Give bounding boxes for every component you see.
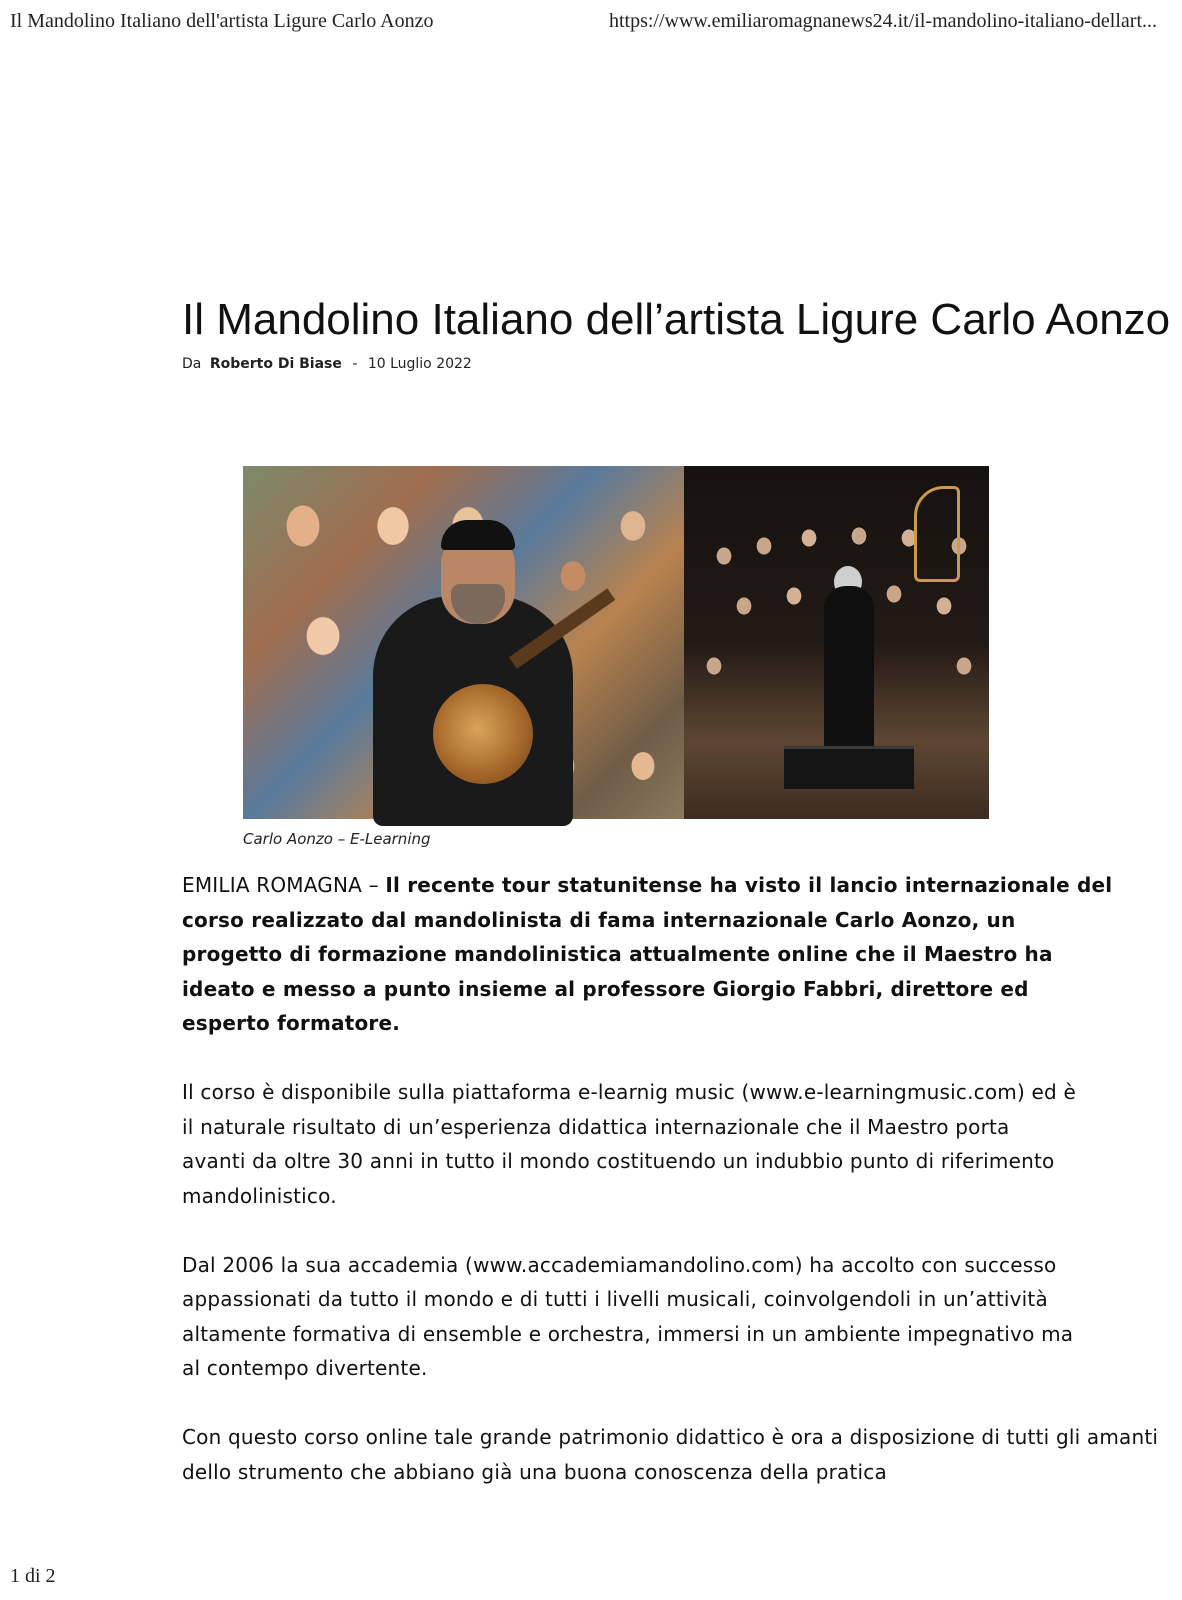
print-header-url: https://www.emiliaromagnanews24.it/il-mandolino-italiano-dellart... [608,10,1157,32]
article-image [243,466,989,819]
paragraph-line: Dal 2006 la sua accademia (www.accademiamandolino.com) ha accolto con successo [182,1252,1057,1277]
paragraph-line: esperto formatore. [182,1011,401,1035]
conductor-figure [824,586,874,756]
paragraph-line: mandolinistico. [182,1183,337,1208]
orchestra-photo [684,466,989,819]
article-body [182,868,1182,1524]
byline-date: 10 Luglio 2022 [367,356,472,372]
page-number: 1 di 2 [10,1565,56,1587]
paragraph-line: appassionati da tutto il mondo e di tutti i livelli musicali, coinvolgendoli in un’attività [182,1287,1048,1311]
paragraph-4 [182,1420,1182,1489]
paragraph-line: altamente formativa di ensemble e orchestra, immersi in un ambiente impegnativo ma [182,1321,1074,1346]
paragraph-line [182,868,1182,903]
paragraph-1 [182,868,1182,1041]
article [182,290,1171,1530]
paragraph-3 [182,1248,1182,1386]
musician-cap [441,520,515,550]
mandolin-body [433,684,533,784]
paragraph-line: Il corso è disponibile sulla piattaforma e-learnig music (www.e-learningmusic.com) ed è [182,1080,1076,1104]
paragraph-line: al contempo divertente. [182,1356,428,1380]
portrait-photo [243,466,684,819]
paragraph-text: Il recente tour statunitense ha visto il lancio internazionale del [385,873,1113,897]
paragraph-line: progetto di formazione mandolinistica attualmente online che il Maestro ha [182,942,1053,966]
image-caption: Carlo Aonzo – E-Learning [243,830,431,848]
paragraph-line: Con questo corso online tale grande patrimonio didattico è ora a disposizione di tutti gli amanti [182,1425,1159,1449]
podium [784,746,914,789]
byline-separator: - [352,356,358,372]
byline-prefix: Da [182,356,202,372]
print-header-title: Il Mandolino Italiano dell'artista Ligure Carlo Aonzo [10,10,434,32]
byline-author[interactable]: Roberto Di Biase [209,356,342,372]
harp-shape [914,486,960,582]
paragraph-line: ideato e messo a punto insieme al professore Giorgio Fabbri, direttore ed [182,976,1029,1001]
paragraph-line: corso realizzato dal mandolinista di fama internazionale Carlo Aonzo, un [182,907,1016,932]
paragraph-lead: EMILIA ROMAGNA – [182,873,386,897]
byline [182,356,989,372]
print-header [10,10,1167,38]
paragraph-2 [182,1075,1182,1213]
paragraph-line: dello strumento che abbiano già una buona conoscenza della pratica [182,1459,887,1484]
paragraph-line: il naturale risultato di un’esperienza didattica internazionale che il Maestro porta [182,1114,1010,1139]
paragraph-line: avanti da oltre 30 anni in tutto il mondo costituendo un indubbio punto di riferimento [182,1149,1055,1173]
article-headline: Il Mandolino Italiano dell’artista Ligure Carlo Aonzo [182,295,1171,344]
